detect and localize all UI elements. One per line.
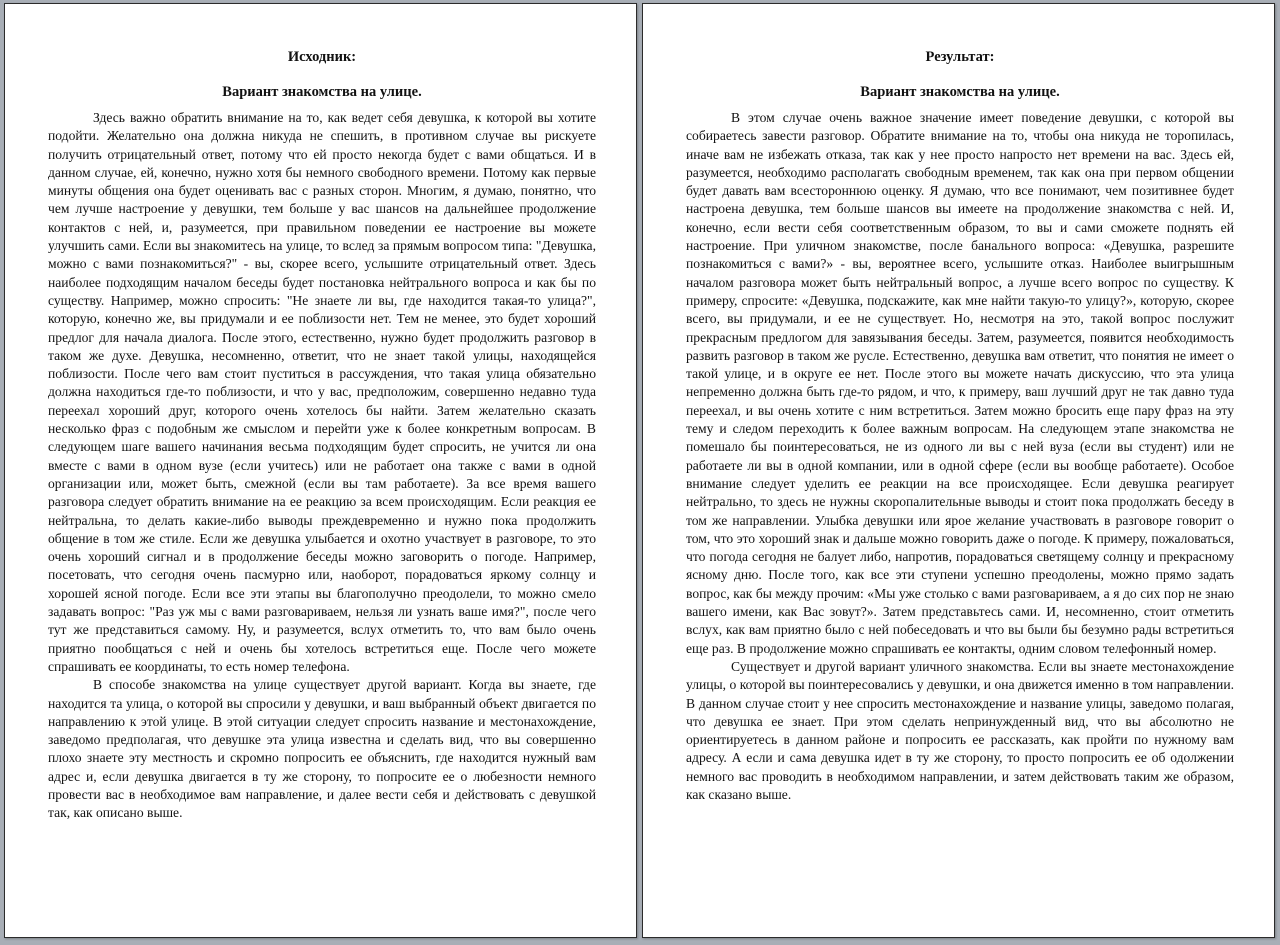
source-page-content (48, 48, 596, 823)
result-subtitle: Вариант знакомства на улице. (860, 84, 1060, 100)
result-heading: Результат: (925, 49, 995, 65)
result-page (642, 3, 1275, 938)
source-subtitle: Вариант знакомства на улице. (222, 84, 422, 100)
source-heading: Исходник: (287, 49, 357, 65)
source-page (4, 3, 637, 938)
result-paragraph-1: В этом случае очень важное значение имеет поведение девушки, с которой вы собираетесь завести разговор. Обратите внимание на то, чтобы она никуда не торопилась, иначе вам не избежать отказа, так как у нее просто напросто нет времени на вас. Здесь ей, разумеется, необходимо располагать свободным временем, так как она при первом общении будет давать вам всестороннюю оценку. Я думаю, что все понимают, чем позитивнее будет настроена девушка, тем больше шансов вы имеете на продолжение знакомства с ней. И, конечно, если вести себя соответственным образом, то вы и сами сможете поднять ей настроение. При уличном знакомстве, после банального вопроса: «Девушка, разрешите познакомиться с вами?» - вы, вероятнее всего, услышите отказ. Наиболее выигрышным началом разговора может быть нейтральный вопрос, а лучше всего вопрос по существу. К примеру, спросите: «Девушка, подскажите, как мне найти такую-то улицу?», которую, скорее всего, вы придумали, и ее не существует. Но, несмотря на это, такой вопрос послужит прекрасным предлогом для завязывания беседы. Затем, разумеется, появится необходимость развить разговор в таком же русле. Естественно, девушка вам ответит, что понятия не имеет о такой улице, и в округе ее нет. После этого вы можете начать дискуссию, что эта улица непременно должна быть где-то рядом, и что, к примеру, ваш лучший друг не так давно туда переехал, и вы очень хотите с ним встретиться. Затем можно бросить еще пару фраз на эту тему и следом переходить к более важным вопросам. На следующем этапе знакомства не помешало бы поинтересоваться, не из одного ли вы с ней вуза (если вы студент) или не работаете ли вы в одной компании, или в одной сфере (если вы вообще работаете). Особое внимание следует уделить ее реакции на все происходящее. Если девушка реагирует нейтрально, то здесь не нужны скоропалительные выводы и стоит пока продолжать беседу в том же направлении. Улыбка девушки или ярое желание участвовать в разговоре говорит о том, что это хороший знак и дальше можно говорить даже о погоде. К примеру, пожаловаться, что погода сегодня не балует либо, напротив, порадоваться светящему солнцу и прекрасному ясному дню. После того, как все эти ступени успешно преодолены, можно прямо задать вопрос, как бы между прочим: «Мы уже столько с вами разговариваем, а я до сих пор не знаю вашего имени, как Вас зовут?». Затем представьтесь сами. И, несомненно, стоит отметить вслух, как вам приятно было с ней побеседовать и что вы были бы безумно рады встретиться еще раз. В продолжение можно спрашивать ее контакты, одним словом телефонный номер. (686, 110, 1234, 656)
result-paragraph-2: Существует и другой вариант уличного знакомства. Если вы знаете местонахождение улицы, о которой вы поинтересовались у девушки, и она движется именно в том направлении. В данном случае стоит у нее спросить местонахождение и название улицы, заведомо полагая, что девушка ее знает. При этом сделать непринужденный вид, что вы абсолютно не ориентируетесь в данном районе и попросить ее рассказать, как пройти по нужному вам адресу. А если и сама девушка идет в ту же сторону, то просто попросить ее об одолжении немного вас проводить в необходимом направлении, и затем действовать таким же образом, как сказано выше. (686, 658, 1234, 802)
result-page-content (686, 48, 1234, 804)
source-paragraph-1: Здесь важно обратить внимание на то, как ведет себя девушка, к которой вы хотите подойти. Желательно она должна никуда не спешить, в противном случае вы рискуете получить отрицательный ответ, потому что ей просто некогда будет с вами общаться. И в данном случае, ей, конечно, нужно хотя бы немного свободного времени. Потому как первые минуты общения она будет оценивать вас с разных сторон. Многим, я думаю, понятно, что чем лучше настроение у девушки, тем больше у вас шансов на дальнейшее продолжение контактов с ней, и, разумеется, при правильном поведении ее настроение вы можете улучшить сами. Если вы знакомитесь на улице, то вслед за прямым вопросом типа: "Девушка, можно с вами познакомиться?" - вы, скорее всего, услышите отрицательный ответ. Здесь наиболее подходящим началом беседы будет постановка нейтрального вопроса и как бы по существу. Например, можно спросить: "Не знаете ли вы, где находится такая-то улица?", которую, конечно же, вы придумали и ее поблизости нет. Тем не менее, это будет хороший предлог для начала диалога. После этого, естественно, нужно будет продолжить разговор в таком же духе. Девушка, несомненно, ответит, что не знает такой улицы, находящейся поблизости. После чего вам стоит пуститься в рассуждения, что такая улица обязательно должна находиться где-то поблизости, и что у вас, предположим, совершенно недавно туда переехал хороший друг, которого очень хотелось бы найти. Затем желательно сказать несколько фраз с подобным же смыслом и перейти уже к более конкретным вопросам. В следующем шаге вашего начинания весьма подходящим будет спросить, не учится ли она вместе с вами в одном вузе (если учитесь) или не работает она также с вами в одной организации или, может быть, смежной (если вы там работаете). За все время вашего разговора следует обратить внимание на ее реакцию за всем происходящим. Если реакция ее нейтральна, то делать какие-либо выводы преждевременно и нужно пока продолжить общение в том же стиле. Если же девушка улыбается и охотно участвует в разговоре, то это очень хороший сигнал и в продолжение беседы можно заговорить о погоде. Например, посетовать, что сегодня очень пасмурно или, наоборот, порадоваться яркому солнцу и хорошей ясной погоде. Если все эти этапы вы благополучно преодолели, то можно смело задавать вопрос: "Раз уж мы с вами разговариваем, нельзя ли узнать ваше имя?", после чего тут же представиться самому. Ну, и разумеется, вслух отметить то, что вам было очень приятно пообщаться с ней и очень бы хотелось встретиться еще. После чего можете спрашивать ее координаты, то есть номер телефона. (48, 110, 596, 674)
source-paragraph-2: В способе знакомства на улице существует другой вариант. Когда вы знаете, где находится та улица, о которой вы спросили у девушки, и ваш выбранный объект двигается по направлению к этой улице. В этой ситуации следует спросить название и местонахождение, заведомо предполагая, что девушке эта улица известна и сделать вид, что вы совершенно плохо знаете эту местность и скромно попросить ее объяснить, где находится нужный вам адрес и, если девушка двигается в ту же сторону, то попросите ее о любезности немного провести вас в необходимое вам направление, и далее вести себя и действовать с девушкой так, как описано выше. (48, 677, 596, 821)
